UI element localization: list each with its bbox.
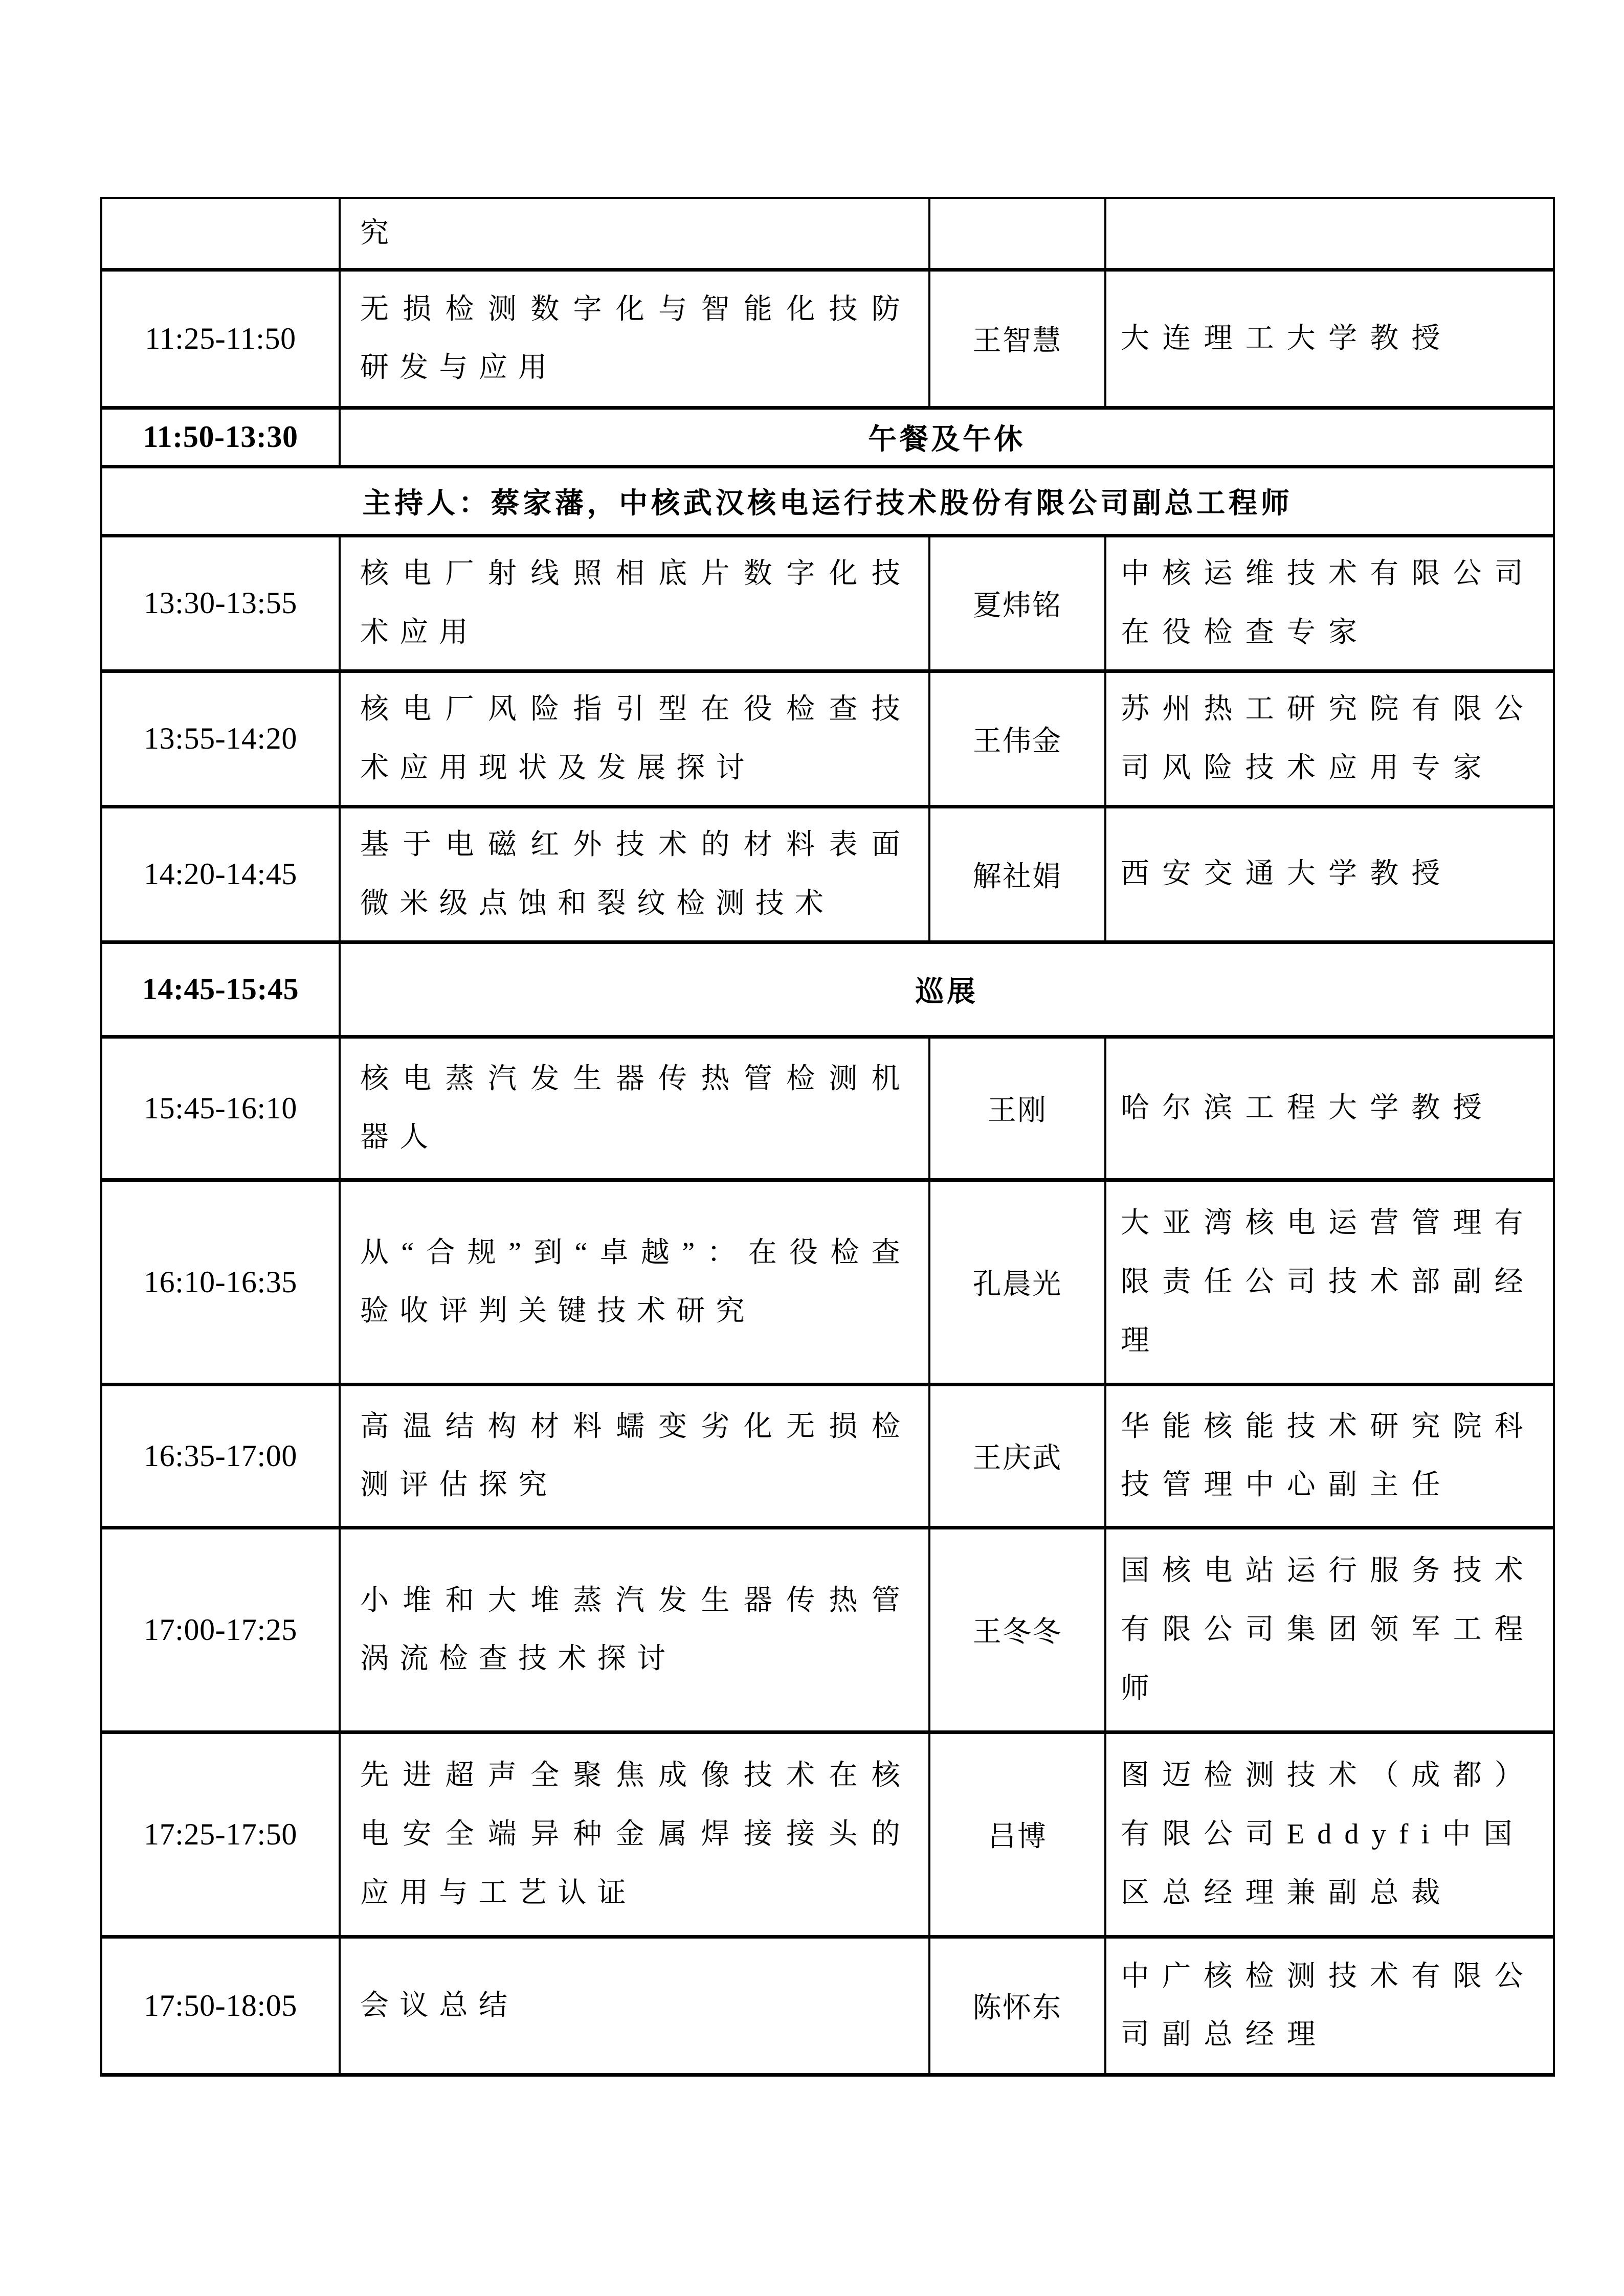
speaker-cell: 孔晨光	[929, 1180, 1105, 1384]
topic-cell: 核电厂风险指引型在役检查技术应用现状及发展探讨	[340, 671, 929, 806]
speaker-cell: 王智慧	[929, 269, 1105, 408]
speaker-cell: 王冬冬	[929, 1527, 1105, 1732]
speaker-cell: 陈怀东	[929, 1937, 1105, 2075]
time-cell: 17:00-17:25	[101, 1527, 340, 1732]
time-cell: 11:25-11:50	[101, 269, 340, 408]
time-cell: 14:45-15:45	[101, 942, 340, 1037]
topic-cell: 核电蒸汽发生器传热管检测机器人	[340, 1037, 929, 1180]
agenda-table	[100, 197, 1555, 2077]
agenda-row	[101, 1937, 1554, 2075]
agenda-row	[101, 1527, 1554, 1732]
chair-cell: 主持人：蔡家藩，中核武汉核电运行技术股份有限公司副总工程师	[101, 466, 1554, 535]
topic-cell: 先进超声全聚焦成像技术在核电安全端异种金属焊接接头的应用与工艺认证	[340, 1732, 929, 1937]
affiliation-cell: 苏州热工研究院有限公司风险技术应用专家	[1105, 671, 1554, 806]
topic-cell: 基于电磁红外技术的材料表面微米级点蚀和裂纹检测技术	[340, 806, 929, 942]
affiliation-cell	[1105, 198, 1554, 269]
time-cell: 15:45-16:10	[101, 1037, 340, 1180]
affiliation-cell: 中广核检测技术有限公司副总经理	[1105, 1937, 1554, 2075]
agenda-row-break	[101, 942, 1554, 1037]
agenda-row	[101, 1384, 1554, 1527]
time-cell: 17:50-18:05	[101, 1937, 340, 2075]
agenda-row	[101, 1180, 1554, 1384]
affiliation-cell: 大连理工大学教授	[1105, 269, 1554, 408]
time-cell: 13:30-13:55	[101, 535, 340, 671]
topic-cell: 无损检测数字化与智能化技防研发与应用	[340, 269, 929, 408]
agenda-row	[101, 806, 1554, 942]
speaker-cell: 解社娟	[929, 806, 1105, 942]
topic-cell: 从“合规”到“卓越”：在役检查验收评判关键技术研究	[340, 1180, 929, 1384]
agenda-row-break	[101, 408, 1554, 466]
affiliation-cell: 华能核能技术研究院科技管理中心副主任	[1105, 1384, 1554, 1527]
affiliation-cell: 中核运维技术有限公司在役检查专家	[1105, 535, 1554, 671]
topic-cell: 会议总结	[340, 1937, 929, 2075]
topic-cell: 究	[340, 198, 929, 269]
time-cell: 13:55-14:20	[101, 671, 340, 806]
agenda-row-chair	[101, 466, 1554, 535]
time-cell: 14:20-14:45	[101, 806, 340, 942]
agenda-row	[101, 671, 1554, 806]
speaker-cell: 王刚	[929, 1037, 1105, 1180]
time-cell: 16:10-16:35	[101, 1180, 340, 1384]
affiliation-cell: 西安交通大学教授	[1105, 806, 1554, 942]
speaker-cell	[929, 198, 1105, 269]
topic-cell: 小堆和大堆蒸汽发生器传热管涡流检查技术探讨	[340, 1527, 929, 1732]
affiliation-cell: 哈尔滨工程大学教授	[1105, 1037, 1554, 1180]
agenda-row	[101, 269, 1554, 408]
topic-cell: 高温结构材料蠕变劣化无损检测评估探究	[340, 1384, 929, 1527]
time-cell: 11:50-13:30	[101, 408, 340, 466]
speaker-cell: 吕博	[929, 1732, 1105, 1937]
affiliation-cell: 国核电站运行服务技术有限公司集团领军工程师	[1105, 1527, 1554, 1732]
topic-cell: 核电厂射线照相底片数字化技术应用	[340, 535, 929, 671]
speaker-cell: 王庆武	[929, 1384, 1105, 1527]
time-cell	[101, 198, 340, 269]
speaker-cell: 夏炜铭	[929, 535, 1105, 671]
agenda-row	[101, 198, 1554, 269]
session-label-cell: 巡展	[340, 942, 1554, 1037]
affiliation-cell: 大亚湾核电运营管理有限责任公司技术部副经理	[1105, 1180, 1554, 1384]
session-label-cell: 午餐及午休	[340, 408, 1554, 466]
time-cell: 16:35-17:00	[101, 1384, 340, 1527]
agenda-row	[101, 1037, 1554, 1180]
agenda-row	[101, 1732, 1554, 1937]
affiliation-cell: 图迈检测技术（成都）有限公司Eddyfi中国区总经理兼副总裁	[1105, 1732, 1554, 1937]
speaker-cell: 王伟金	[929, 671, 1105, 806]
agenda-row	[101, 535, 1554, 671]
time-cell: 17:25-17:50	[101, 1732, 340, 1937]
